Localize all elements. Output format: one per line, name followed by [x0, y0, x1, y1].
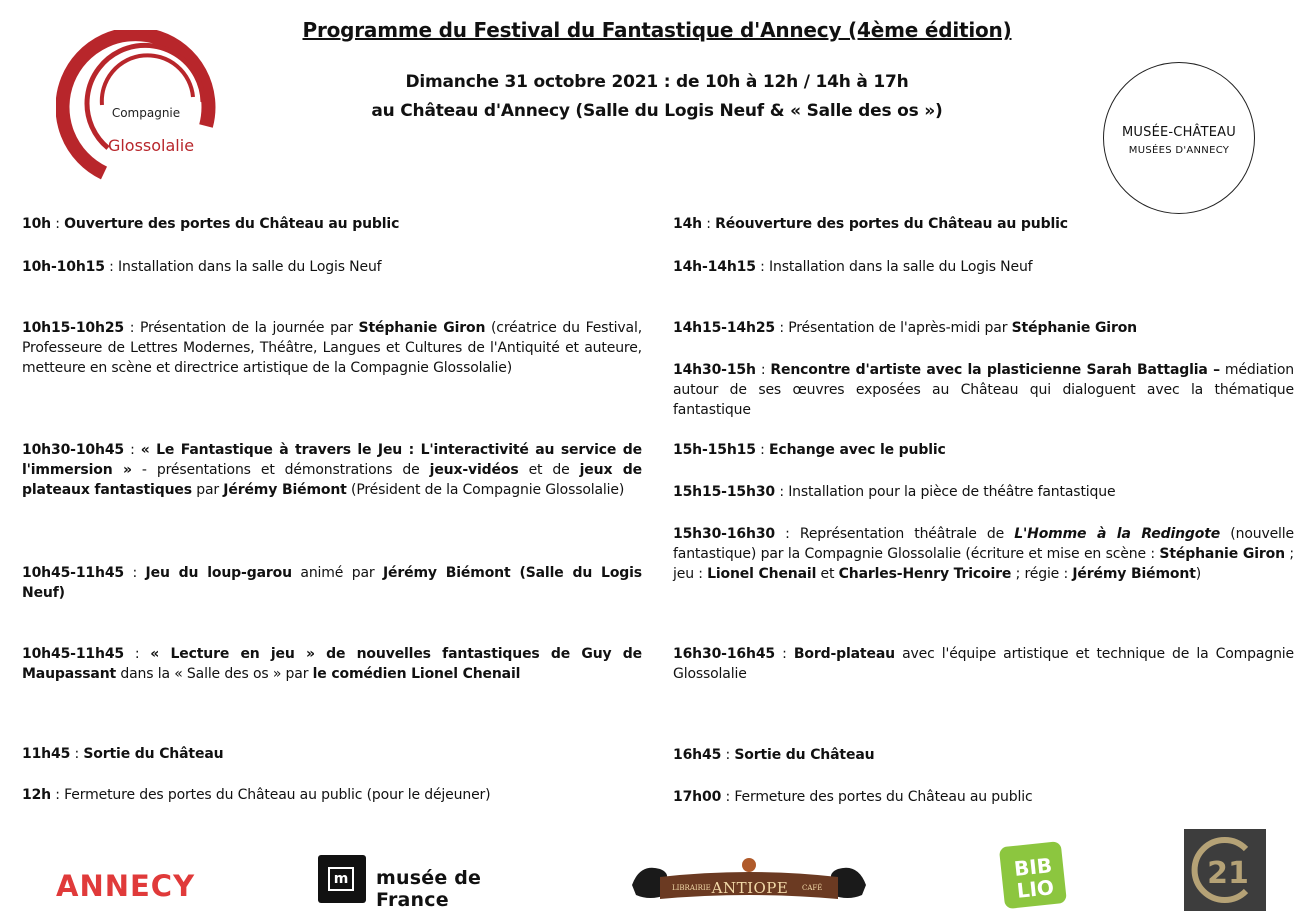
svg-text:BIB: BIB	[1012, 853, 1054, 881]
schedule-time: 14h	[673, 216, 702, 232]
schedule-text: Installation pour la pièce de théâtre fantastique	[788, 484, 1116, 500]
schedule-separator: :	[755, 259, 770, 275]
musee-de-france-logo	[318, 855, 548, 911]
schedule-text: jeux-vidéos	[429, 462, 519, 478]
schedule-text: animé par	[291, 565, 383, 581]
schedule-text: Charles-Henry Tricoire	[838, 566, 1012, 582]
schedule-text: Sortie du Château	[734, 747, 875, 763]
schedule-text: Echange avec le public	[769, 442, 946, 458]
schedule-item	[22, 563, 642, 603]
schedule-separator: :	[51, 787, 65, 803]
schedule-time: 15h15-15h30	[673, 484, 776, 500]
event-date: Dimanche 31 octobre 2021 : de 10h à 12h / 14h à 17h	[405, 72, 909, 92]
schedule-separator: :	[775, 320, 789, 336]
schedule-item	[22, 644, 642, 684]
schedule-text: Installation dans la salle du Logis Neuf	[769, 259, 1033, 275]
schedule-text: Stéphanie Giron	[1011, 320, 1137, 336]
schedule-text: Présentation de l'après-midi par	[788, 320, 1012, 336]
compagnie-name: Glossolalie	[107, 136, 195, 155]
compagnie-label: Compagnie	[111, 106, 181, 120]
schedule-separator: :	[721, 789, 735, 805]
schedule-separator: :	[124, 320, 140, 336]
schedule-separator: :	[70, 746, 84, 762]
musee-de-france-text: musée de France	[376, 867, 482, 911]
schedule-item	[22, 744, 642, 764]
schedule-text: Installation dans la salle du Logis Neuf	[118, 259, 382, 275]
schedule-time: 12h	[22, 787, 51, 803]
schedule-time: 10h30-10h45	[22, 442, 125, 458]
schedule-text: (nouvelle fantastique) par la Compagnie Glossolalie (écriture et mise en scène :	[673, 526, 1295, 562]
schedule-time: 10h45-11h45	[22, 646, 125, 662]
schedule-text: Jérémy Biémont (Salle du Logis Neuf)	[22, 565, 642, 601]
schedule-item	[673, 214, 1294, 234]
schedule-text: par	[191, 482, 224, 498]
schedule-time: 10h-10h15	[22, 259, 105, 275]
schedule-separator: :	[775, 526, 800, 542]
svg-text:21: 21	[1207, 856, 1249, 891]
schedule-text: et de	[518, 462, 580, 478]
schedule-text: jeux de plateaux fantastiques	[22, 462, 643, 498]
svg-text:LIO: LIO	[1015, 875, 1056, 903]
schedule-text: Représentation théâtrale de	[799, 526, 1015, 542]
schedule-text: Sortie du Château	[83, 746, 224, 762]
schedule-text: ; régie :	[1011, 566, 1073, 582]
musees-annecy-name: MUSÉES D'ANNECY	[1128, 145, 1230, 156]
schedule-item	[673, 360, 1294, 420]
schedule-item	[673, 745, 1294, 765]
schedule-text: avec l'équipe artistique et technique de la Compagnie Glossolalie	[673, 646, 1295, 682]
schedule-time: 10h	[22, 216, 51, 232]
schedule-item	[22, 257, 642, 277]
schedule-item	[22, 318, 642, 378]
schedule-time: 14h15-14h25	[673, 320, 776, 336]
antiope-librairie-text: LIBRAIRIE	[672, 884, 711, 892]
schedule-text: Bord-plateau	[793, 646, 895, 662]
biblio-icon	[998, 840, 1070, 910]
schedule-separator: :	[104, 259, 119, 275]
schedule-time: 11h45	[22, 746, 71, 762]
schedule-text: Fermeture des portes du Château au public (pour le déjeuner)	[64, 787, 491, 803]
annecy-logo: ANNECY	[56, 869, 196, 903]
schedule-time: 10h45-11h45	[22, 565, 125, 581]
schedule-text: Jeu du loup-garou	[145, 565, 292, 581]
schedule-text: (créatrice du Festival, Professeure de Lettres Modernes, Théâtre, Langues et Cultures de l'Antiquité et auteure, metteure en scène et directrice artistique de la Compagnie Glossolalie)	[22, 320, 642, 376]
schedule-item	[673, 644, 1294, 684]
schedule-time: 17h00	[673, 789, 722, 805]
schedule-time: 16h45	[673, 747, 722, 763]
schedule-time: 15h30-16h30	[673, 526, 776, 542]
biblio-logo	[998, 840, 1070, 910]
schedule-text: L'Homme à la Redingote	[1014, 526, 1221, 542]
schedule-text: le comédien Lionel Chenail	[312, 666, 521, 682]
schedule-separator: :	[124, 442, 141, 458]
schedule-text: « Le Fantastique à travers le Jeu : L'interactivité au service de l'immersion »	[22, 442, 642, 478]
musee-de-france-mark-icon	[318, 855, 366, 903]
schedule-text: ; jeu :	[673, 546, 1294, 582]
schedule-time: 14h30-15h	[673, 362, 756, 378]
schedule-item	[22, 440, 642, 500]
schedule-separator: :	[755, 362, 771, 378]
schedule-text: Rencontre d'artiste avec la plasticienne Sarah Battaglia –	[770, 362, 1220, 378]
schedule-text: Réouverture des portes du Château au public	[715, 216, 1068, 232]
schedule-item	[673, 482, 1294, 502]
schedule-text: Stéphanie Giron	[1159, 546, 1285, 562]
antiope-name: ANTIOPE	[711, 879, 789, 897]
schedule-text: Ouverture des portes du Château au public	[64, 216, 400, 232]
schedule-time: 14h-14h15	[673, 259, 756, 275]
schedule-text: Jérémy Biémont	[223, 482, 347, 498]
librairie-antiope-logo	[630, 855, 868, 905]
event-place: au Château d'Annecy (Salle du Logis Neuf & « Salle des os »)	[371, 101, 943, 121]
compagnie-glossolalie-logo	[56, 30, 226, 180]
schedule-separator: :	[702, 216, 716, 232]
schedule-text: dans la « Salle des os » par	[116, 666, 313, 682]
schedule-separator: :	[775, 484, 789, 500]
schedule-separator: :	[124, 646, 151, 662]
schedule-separator: :	[775, 646, 794, 662]
schedule-item	[673, 257, 1294, 277]
schedule-item	[673, 787, 1294, 807]
musee-de-france-mark: m	[328, 867, 354, 891]
schedule-text: Fermeture des portes du Château au public	[734, 789, 1033, 805]
schedule-text: - présentations et démonstrations de	[131, 462, 430, 478]
schedule-separator: :	[124, 565, 146, 581]
schedule-text: Présentation de la journée par	[139, 320, 359, 336]
musee-chateau-name: MUSÉE-CHÂTEAU	[1121, 125, 1236, 140]
schedule-item	[673, 524, 1294, 584]
schedule-text: Lionel Chenail	[707, 566, 817, 582]
page-title: Programme du Festival du Fantastique d'Annecy (4ème édition)	[302, 18, 1012, 42]
schedule-text: « Lecture en jeu » de nouvelles fantastiques de Guy de Maupassant	[22, 646, 642, 682]
schedule-text: )	[1195, 566, 1202, 582]
c21-icon	[1184, 829, 1266, 911]
schedule-item	[673, 440, 1294, 460]
schedule-time: 10h15-10h25	[22, 320, 125, 336]
schedule-time: 16h30-16h45	[673, 646, 776, 662]
schedule-time: 15h-15h15	[673, 442, 756, 458]
schedule-item	[22, 214, 642, 234]
schedule-text: et	[816, 566, 839, 582]
schedule-separator: :	[755, 442, 770, 458]
schedule-text: (Président de la Compagnie Glossolalie)	[346, 482, 625, 498]
schedule-text: Stéphanie Giron	[358, 320, 486, 336]
schedule-item	[673, 318, 1294, 338]
schedule-text: médiation autour de ses œuvres exposées au Château qui dialoguent avec la thématique fantastique	[673, 362, 1294, 418]
antiope-cafe-text: CAFÉ	[802, 884, 823, 892]
schedule-separator: :	[721, 747, 735, 763]
glossolalie-arcs-icon	[56, 30, 226, 180]
schedule-text: Jérémy Biémont	[1072, 566, 1196, 582]
musee-chateau-logo	[1103, 62, 1255, 214]
schedule-item	[22, 785, 642, 805]
schedule-separator: :	[51, 216, 65, 232]
century21-logo	[1184, 829, 1266, 911]
